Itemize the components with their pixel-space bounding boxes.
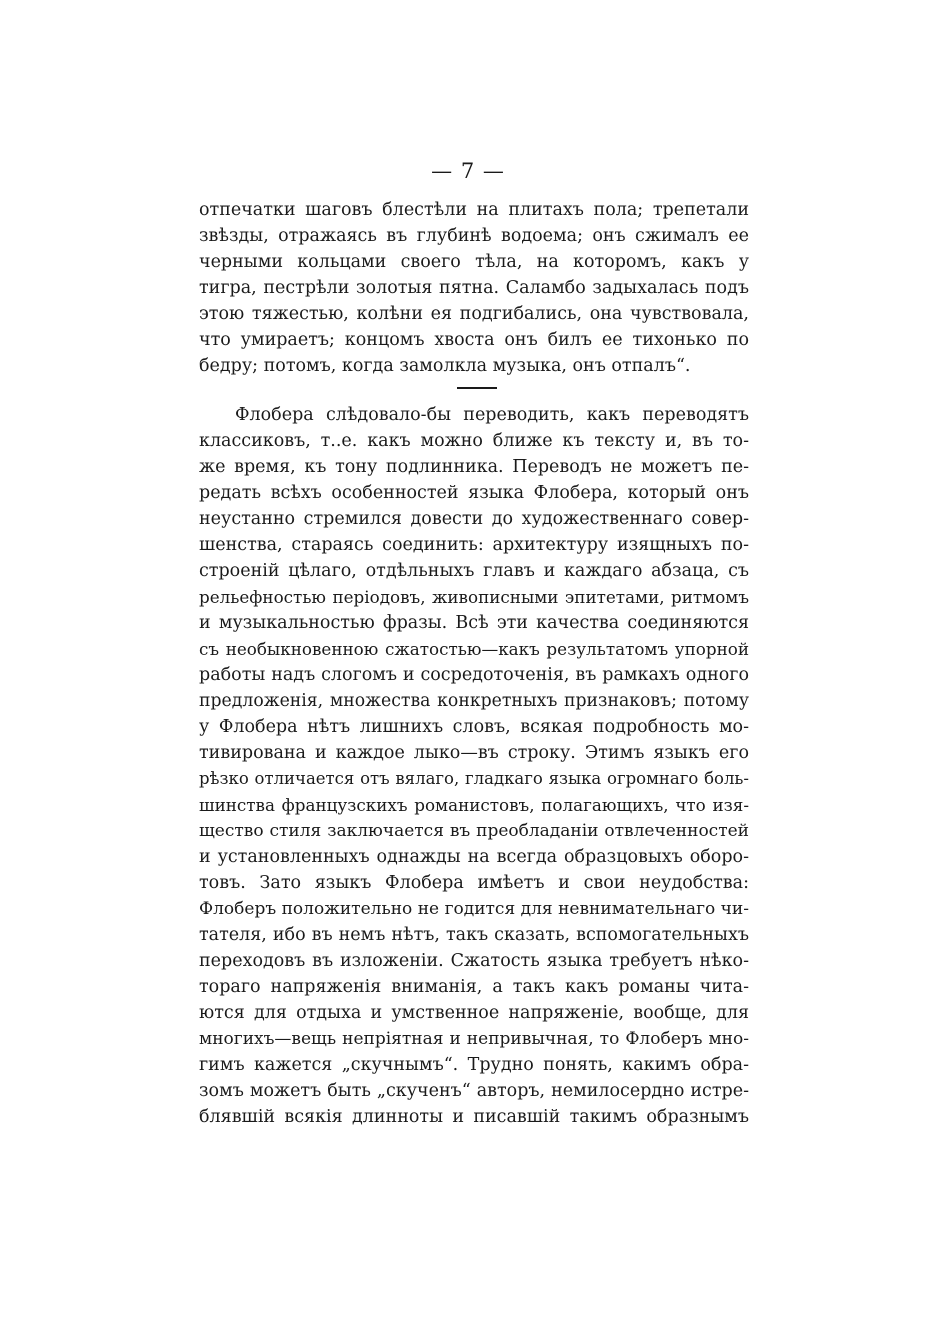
- text-line: редать всѣхъ особенностей языка Флобера, который онъ: [199, 483, 749, 503]
- text-line: классиковъ, т..е. какъ можно ближе къ тексту и, въ то-: [199, 431, 749, 451]
- text-line: и установленныхъ однажды на всегда образцовыхъ оборо-: [199, 847, 749, 867]
- text-line: Флобера слѣдовало-бы переводить, какъ переводятъ: [235, 405, 749, 425]
- text-line: блявшій всякія длинноты и писавшій такимъ образнымъ: [199, 1107, 749, 1127]
- text-line: предложенія, множества конкретныхъ признаковъ; потому: [199, 691, 749, 711]
- page-number: — 7 —: [431, 159, 505, 183]
- text-line: съ необыкновенною сжатостью—какъ результатомъ упорной: [199, 639, 749, 659]
- text-line: Флоберъ положительно не годится для невнимательнаго чи-: [199, 899, 749, 919]
- text-line: шенства, стараясь соединить: архитектуру изящныхъ по-: [199, 535, 749, 555]
- text-line: щество стиля заключается въ преобладаніи отвлеченностей: [199, 821, 749, 841]
- text-line: рельефностью періодовъ, живописными эпитетами, ритмомъ: [199, 587, 749, 607]
- section-separator: [457, 387, 497, 389]
- text-line: зомъ можетъ быть „скученъ“ авторъ, немилосердно истре-: [199, 1081, 749, 1101]
- text-line: отпечатки шаговъ блестѣли на плитахъ пола; трепетали: [199, 200, 749, 220]
- text-line: что умираетъ; концомъ хвоста онъ билъ ее тихонько по: [199, 330, 749, 350]
- text-line: тивирована и каждое лыко—въ строку. Этимъ языкъ его: [199, 743, 749, 763]
- text-line: рѣзко отличается отъ вялаго, гладкаго языка огромнаго боль-: [199, 769, 749, 788]
- text-line: и музыкальностью фразы. Всѣ эти качества соединяются: [199, 613, 749, 633]
- text-line: бедру; потомъ, когда замолкла музыка, онъ отпалъ“.: [199, 356, 691, 376]
- text-line: тигра, пестрѣли золотыя пятна. Саламбо задыхалась подъ: [199, 278, 749, 298]
- text-line: переходовъ въ изложеніи. Сжатость языка требуетъ нѣко-: [199, 951, 749, 971]
- text-line: гимъ кажется „скучнымъ“. Трудно понять, какимъ обра-: [199, 1055, 749, 1075]
- text-line: звѣзды, отражаясь въ глубинѣ водоема; онъ сжималъ ее: [199, 226, 749, 246]
- text-line: тателя, ибо въ немъ нѣтъ, такъ сказать, вспомогательныхъ: [199, 925, 749, 945]
- text-line: ются для отдыха и умственное напряженіе, вообще, для: [199, 1003, 749, 1023]
- text-line: работы надъ слогомъ и сосредоточенія, въ рамкахъ одного: [199, 665, 749, 685]
- text-line: строеній цѣлаго, отдѣльныхъ главъ и каждаго абзаца, съ: [199, 561, 749, 581]
- text-line: тораго напряженія вниманія, а такъ какъ романы чита-: [199, 977, 749, 997]
- text-line: у Флобера нѣтъ лишнихъ словъ, всякая подробность мо-: [199, 717, 749, 737]
- text-line: черными кольцами своего тѣла, на которомъ, какъ у: [199, 252, 749, 272]
- text-line: этою тяжестью, колѣни ея подгибались, она чувствовала,: [199, 304, 749, 324]
- text-line: товъ. Зато языкъ Флобера имѣетъ и свои неудобства:: [199, 873, 749, 893]
- text-line: шинства французскихъ романистовъ, полагающихъ, что изя-: [199, 795, 749, 815]
- text-line: же время, къ тону подлинника. Переводъ не можетъ пе-: [199, 457, 749, 477]
- text-line: многихъ—вещь непріятная и непривычная, то Флоберъ мно-: [199, 1029, 749, 1049]
- text-line: неустанно стремился довести до художественнаго совер-: [199, 509, 749, 529]
